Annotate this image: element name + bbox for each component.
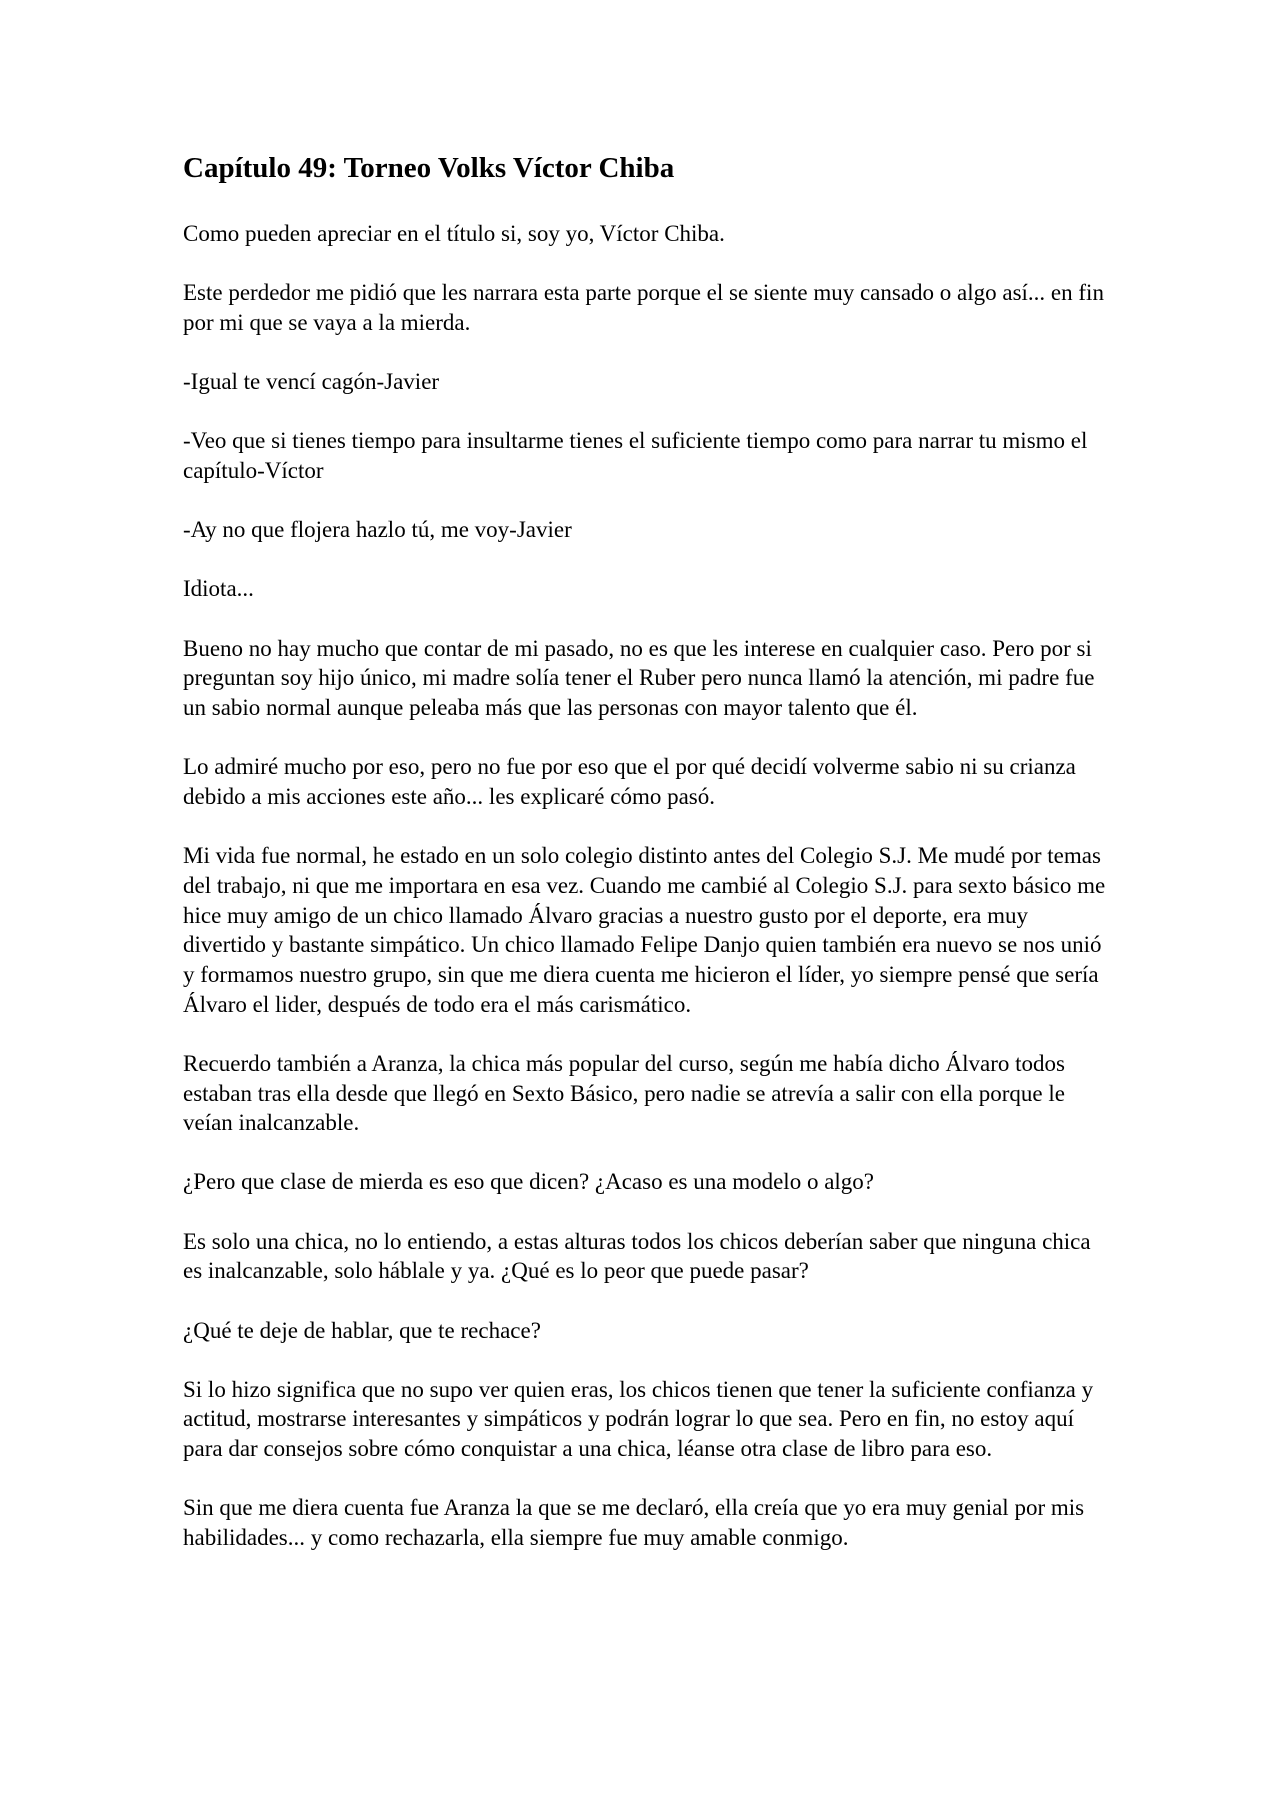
paragraph-7: Bueno no hay mucho que contar de mi pasado, no es que les interese en cualquier caso. Pero por si preguntan soy hijo único, mi madre solía tener el Ruber pero nunca llamó la atención, mi padre fue un sabio normal aunque peleaba más que las personas con mayor talento que él. xyxy=(183,635,1095,721)
paragraph-9: Mi vida fue normal, he estado en un solo colegio distinto antes del Colegio S.J. Me mudé por temas del trabajo, ni que me importara en esa vez. Cuando me cambié al Colegio S.J. para sexto básico me hice muy amigo de un chico llamado Álvaro gracias a nuestro gusto por el deporte, era muy divertido y bastante simpático. Un chico llamado Felipe Danjo quien también era nuevo se nos unió y formamos nuestro grupo, sin que me diera cuenta me hicieron el líder, yo siempre pensé que sería Álvaro el lider, después de todo era el más carismático. xyxy=(183,843,1106,1017)
paragraph-3: -Igual te vencí cagón-Javier xyxy=(183,369,440,395)
paragraph-8: Lo admiré mucho por eso, pero no fue por eso que el por qué decidí volverme sabio ni su crianza debido a mis acciones este año... les explicaré cómo pasó. xyxy=(183,754,1076,809)
paragraph-10: Recuerdo también a Aranza, la chica más popular del curso, según me había dicho Álvaro todos estaban tras ella desde que llegó en Sexto Básico, pero nadie se atrevía a salir con ella porque le veían inalcanzable. xyxy=(183,1050,1066,1136)
paragraph-1: Como pueden apreciar en el título si, soy yo, Víctor Chiba. xyxy=(183,221,725,246)
document-page xyxy=(183,150,1113,1582)
paragraph-5: -Ay no que flojera hazlo tú, me voy-Javier xyxy=(183,517,572,543)
paragraph-6: Idiota... xyxy=(183,576,254,602)
paragraph-11: ¿Pero que clase de mierda es eso que dicen? ¿Acaso es una modelo o algo? xyxy=(183,1169,874,1195)
paragraph-2: Este perdedor me pidió que les narrara esta parte porque el se siente muy cansado o algo así... en fin por mi que se vaya a la mierda. xyxy=(183,280,1104,335)
paragraph-13: ¿Qué te deje de hablar, que te rechace? xyxy=(183,1317,541,1343)
paragraph-15: Sin que me diera cuenta fue Aranza la que se me declaró, ella creía que yo era muy genial por mis habilidades... y como rechazarla, ella siempre fue muy amable conmigo. xyxy=(183,1495,1085,1551)
paragraph-4: -Veo que si tienes tiempo para insultarme tienes el suficiente tiempo como para narrar tu mismo el capítulo-Víctor xyxy=(183,428,1088,484)
chapter-title: Capítulo 49: Torneo Volks Víctor Chiba xyxy=(183,152,675,184)
paragraph-14: Si lo hizo significa que no supo ver quien eras, los chicos tienen que tener la suficiente confianza y actitud, mostrarse interesantes y simpáticos y podrán lograr lo que sea. Pero en fin, no estoy aquí para dar consejos sobre cómo conquistar a una chica, léanse otra clase de libro para eso. xyxy=(183,1376,1094,1462)
paragraph-12: Es solo una chica, no lo entiendo, a estas alturas todos los chicos deberían saber que ninguna chica es inalcanzable, solo háblale y ya. ¿Qué es lo peor que puede pasar? xyxy=(183,1228,1091,1284)
